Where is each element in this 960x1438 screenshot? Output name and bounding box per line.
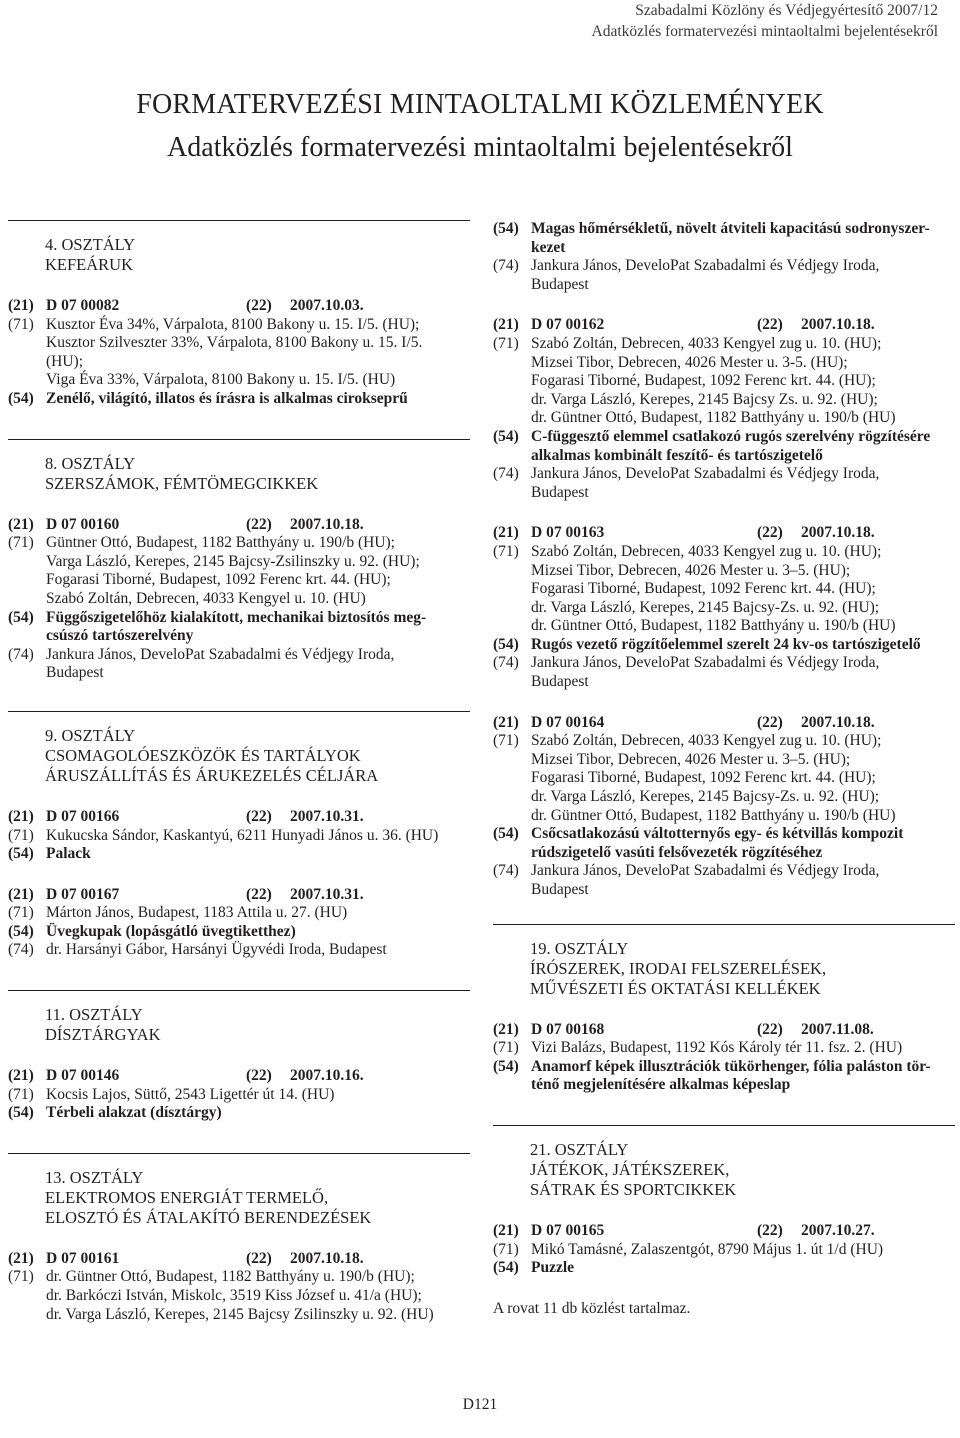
holders: Kusztor Éva 34%, Várpalota, 8100 Bakony u. 15. I/5. (HU); Kusztor Szilveszter 33%, Várpalota, 8100 Bakony u. 15. I/5. (HU); Viga Éva 33%, Várpalota, 8100 Bakony u. 15. I/5. (HU) xyxy=(46,315,423,389)
class-heading: 11. OSZTÁLY DÍSZTÁRGYAK xyxy=(45,1005,161,1045)
separator-line xyxy=(8,1153,470,1154)
design-entry: (21) D 07 00162 (22) 2007.10.18. (71) Szabó Zoltán, Debrecen, 4033 Kengyel zug u. 10. (HU); Mizsei Tibor, Debrecen, 4026 Mester u. 3-5. (HU); Fogarasi Tiborné, Budapest, 1092 Ferenc krt. 44. (HU); dr. Varga László, Kerepes, 2145 Bajcsy Zs. u. 92. (HU); dr. Güntner Ottó, Budapest, 1182 Batthyány u. 190/b (HU) (54) C-függesztő elemmel csatlakozó rugós szerelvény rögzítésére alkalmas kombinált feszítő- és tartószigetelő (74) Jankura János, DeveloPat Szabadalmi és Védjegy Iroda, Budapest xyxy=(493,316,955,502)
agent: Jankura János, DeveloPat Szabadalmi és Védjegy Iroda, Budapest xyxy=(531,257,880,293)
separator-line xyxy=(8,220,470,221)
holders: Szabó Zoltán, Debrecen, 4033 Kengyel zug u. 10. (HU); Mizsei Tibor, Debrecen, 4026 Mester u. 3–5. (HU); Fogarasi Tiborné, Budapest, 1092 Ferenc krt. 44. (HU); dr. Varga László, Kerepes, 2145 Bajcsy-Zs. u. 92. (HU); dr. Güntner Ottó, Budapest, 1182 Batthyány u. 190/b (HU) xyxy=(531,542,896,635)
separator-line xyxy=(8,990,470,991)
filing-number: D 07 00082 xyxy=(46,297,120,314)
agent: Jankura János, DeveloPat Szabadalmi és Védjegy Iroda, Budapest xyxy=(531,654,880,691)
design-entry-continued: (54) Magas hőmérsékletű, növelt átviteli kapacitású sodronyszer- kezet (74) Jankura János, DeveloPat Szabadalmi és Védjegy Iroda, Budapest xyxy=(493,220,955,294)
design-entry: (21) D 07 00165 (22) 2007.10.27. (71) Mikó Tamásné, Zalaszentgót, 8790 Május 1. út 1/d (HU) (54) Puzzle xyxy=(493,1221,884,1277)
holders: dr. Güntner Ottó, Budapest, 1182 Batthyány u. 190/b (HU); dr. Barkóczi István, Miskolc, 3519 Kiss József u. 41/a (HU); dr. Varga László, Kerepes, 2145 Bajcsy Zsilinszky u. 92. (HU) xyxy=(46,1268,434,1323)
design-entry: (21) D 07 00161 (22) 2007.10.18. (71) dr. Güntner Ottó, Budapest, 1182 Batthyány u. 190/b (HU); dr. Barkóczi István, Miskolc, 3519 Kiss József u. 41/a (HU); dr. Varga László, Kerepes, 2145 Bajcsy Zsilinszky u. 92. (HU) xyxy=(8,1250,470,1324)
class-heading: 19. OSZTÁLY ÍRÓSZEREK, IRODAI FELSZERELÉSEK, MŰVÉSZETI ÉS OKTATÁSI KELLÉKEK xyxy=(530,938,827,998)
holders: Szabó Zoltán, Debrecen, 4033 Kengyel zug u. 10. (HU); Mizsei Tibor, Debrecen, 4026 Mester u. 3–5. (HU); Fogarasi Tiborné, Budapest, 1092 Ferenc krt. 44. (HU); dr. Varga László, Kerepes, 2145 Bajcsy-Zs. u. 92. (HU); dr. Güntner Ottó, Budapest, 1182 Batthyány u. 190/b (HU) xyxy=(531,732,896,824)
agent: Jankura János, DeveloPat Szabadalmi és Védjegy Iroda, Budapest xyxy=(531,465,880,501)
main-title: FORMATERVEZÉSI MINTAOLTALMI KÖZLEMÉNYEK xyxy=(136,89,824,120)
design-title: Csőcsatlakozású váltotternyős egy- és kétvillás kompozit rúdszigetelő vasúti felsővezeték rögzítéséhez xyxy=(531,825,904,861)
main-subtitle: Adatközlés formatervezési mintaoltalmi bejelentésekről xyxy=(167,132,793,163)
design-entry: (21) D 07 00163 (22) 2007.10.18. (71) Szabó Zoltán, Debrecen, 4033 Kengyel zug u. 10. (HU); Mizsei Tibor, Debrecen, 4026 Mester u. 3–5. (HU); Fogarasi Tiborné, Budapest, 1092 Ferenc krt. 44. (HU); dr. Varga László, Kerepes, 2145 Bajcsy-Zs. u. 92. (HU); dr. Güntner Ottó, Budapest, 1182 Batthyány u. 190/b (HU) (54) Rugós vezető rögzítőelemmel szerelt 24 kv-os tartószigetelő (74) Jankura János, DeveloPat Szabadalmi és Védjegy Iroda, Budapest xyxy=(493,524,955,691)
holders: Szabó Zoltán, Debrecen, 4033 Kengyel zug u. 10. (HU); Mizsei Tibor, Debrecen, 4026 Mester u. 3-5. (HU); Fogarasi Tiborné, Budapest, 1092 Ferenc krt. 44. (HU); dr. Varga László, Kerepes, 2145 Bajcsy Zs. u. 92. (HU); dr. Güntner Ottó, Budapest, 1182 Batthyány u. 190/b (HU) xyxy=(531,334,896,427)
separator-line xyxy=(8,711,470,712)
journal-title: Szabadalmi Közlöny és Védjegyértesítő 2007/12 xyxy=(635,2,938,19)
page-number: D121 xyxy=(462,1396,498,1413)
design-entry: (21) D 07 00164 (22) 2007.10.18. (71) Szabó Zoltán, Debrecen, 4033 Kengyel zug u. 10. (HU); Mizsei Tibor, Debrecen, 4026 Mester u. 3–5. (HU); Fogarasi Tiborné, Budapest, 1092 Ferenc krt. 44. (HU); dr. Varga László, Kerepes, 2145 Bajcsy-Zs. u. 92. (HU); dr. Güntner Ottó, Budapest, 1182 Batthyány u. 190/b (HU) (54) Csőcsatlakozású váltotternyős egy- és kétvillás kompozit rúdszigetelő vasúti felsővezeték rögzítéséhez (74) Jankura János, DeveloPat Szabadalmi és Védjegy Iroda, Budapest xyxy=(493,714,955,900)
design-title: C-függesztő elemmel csatlakozó rugós szerelvény rögzítésére alkalmas kombinált feszítő- és tartószigetelő xyxy=(531,427,931,464)
running-head xyxy=(592,0,938,42)
separator-line xyxy=(8,439,470,440)
section-summary: A rovat 11 db közlést tartalmaz. xyxy=(493,1299,691,1317)
design-title: Zenélő, világító, illatos és írásra is alkalmas cirokseprű xyxy=(46,389,408,407)
filing-date: 2007.10.03. xyxy=(290,297,364,314)
design-entry: (21) D 07 00146 (22) 2007.10.16. (71) Kocsis Lajos, Süttő, 2543 Ligettér út 14. (HU) (54) Térbeli alakzat (dísztárgy) xyxy=(8,1067,364,1122)
right-column xyxy=(493,220,955,1318)
design-title: Magas hőmérsékletű, növelt átviteli kapacitású sodronyszer- kezet xyxy=(531,220,930,256)
design-entry: (21) D 07 00167 (22) 2007.10.31. (71) Márton János, Budapest, 1183 Attila u. 27. (HU) (54) Üvegkupak (lopásgátló üvegtiketthez) (74) dr. Harsányi Gábor, Harsányi Ügyvédi Iroda, Budapest xyxy=(8,885,387,959)
left-column xyxy=(8,220,470,1324)
section-title: Adatközlés formatervezési mintaoltalmi bejelentésekről xyxy=(591,23,938,40)
class-heading: 21. OSZTÁLY JÁTÉKOK, JÁTÉKSZEREK, SÁTRAK ÉS SPORTCIKKEK xyxy=(530,1139,737,1199)
design-title: Függőszigetelőhöz kialakított, mechanikai biztosítós meg- csúszó tartószerelvény xyxy=(46,608,427,645)
class-heading xyxy=(8,235,470,275)
class-number: 4. OSZTÁLY xyxy=(45,235,136,254)
design-entry: (21) D 07 00166 (22) 2007.10.31. (71) Kukucska Sándor, Kaskantyú, 6211 Hunyadi János u. 36. (HU) (54) Palack xyxy=(8,807,439,863)
holders: Güntner Ottó, Budapest, 1182 Batthyány u. 190/b (HU); Varga László, Kerepes, 2145 Bajcsy-Zsilinszky u. 92. (HU); Fogarasi Tiborné, Budapest, 1092 Ferenc krt. 44. (HU); Szabó Zoltán, Debrecen, 4033 Kengyel u. 10. (HU) xyxy=(46,534,420,607)
design-title: Anamorf képek illusztrációk tükörhenger, fólia paláston tör- ténő megjelenítésére alkalmas képeslap xyxy=(531,1057,931,1094)
design-entry: (21) D 07 00168 (22) 2007.11.08. (71) Vizi Balázs, Budapest, 1192 Kós Károly tér 11. fsz. 2. (HU) (54) Anamorf képek illusztrációk tükörhenger, fólia paláston tör- ténő megjelenítésére alkalmas képeslap xyxy=(493,1021,955,1095)
agent: Jankura János, DeveloPat Szabadalmi és Védjegy Iroda, Budapest xyxy=(46,645,395,682)
separator-line xyxy=(493,924,955,925)
agent: Jankura János, DeveloPat Szabadalmi és Védjegy Iroda, Budapest xyxy=(531,862,880,898)
design-entry: (21) D 07 00082 (22) 2007.10.03. (71) Kusztor Éva 34%, Várpalota, 8100 Bakony u. 15. I/5. (HU); Kusztor Szilveszter 33%, Várpalota, 8100 Bakony u. 15. I/5. (HU); Viga Éva 33%, Várpalota, 8100 Bakony u. 15. I/5. (HU) (54) Zenélő, világító, illatos és írásra is alkalmas cirokseprű xyxy=(8,297,470,409)
class-heading: 9. OSZTÁLY CSOMAGOLÓESZKÖZÖK ÉS TARTÁLYOK ÁRUSZÁLLÍTÁS ÉS ÁRUKEZELÉS CÉLJÁRA xyxy=(45,725,379,785)
class-heading: 8. OSZTÁLY SZERSZÁMOK, FÉMTÖMEGCIKKEK xyxy=(45,453,319,493)
class-name: KEFEÁRUK xyxy=(45,255,134,274)
separator-line xyxy=(493,1125,955,1126)
class-heading: 13. OSZTÁLY ELEKTROMOS ENERGIÁT TERMELŐ, ELOSZTÓ ÉS ÁTALAKÍTÓ BERENDEZÉSEK xyxy=(45,1167,372,1227)
design-entry: (21) D 07 00160 (22) 2007.10.18. (71) Güntner Ottó, Budapest, 1182 Batthyány u. 190/b (HU); Varga László, Kerepes, 2145 Bajcsy-Zsilinszky u. 92. (HU); Fogarasi Tiborné, Budapest, 1092 Ferenc krt. 44. (HU); Szabó Zoltán, Debrecen, 4033 Kengyel u. 10. (HU) (54) Függőszigetelőhöz kialakított, mechanikai biztosítós meg- csúszó tartószerelvény (74) Jankura János, DeveloPat Szabadalmi és Védjegy Iroda, Budapest xyxy=(8,516,470,683)
